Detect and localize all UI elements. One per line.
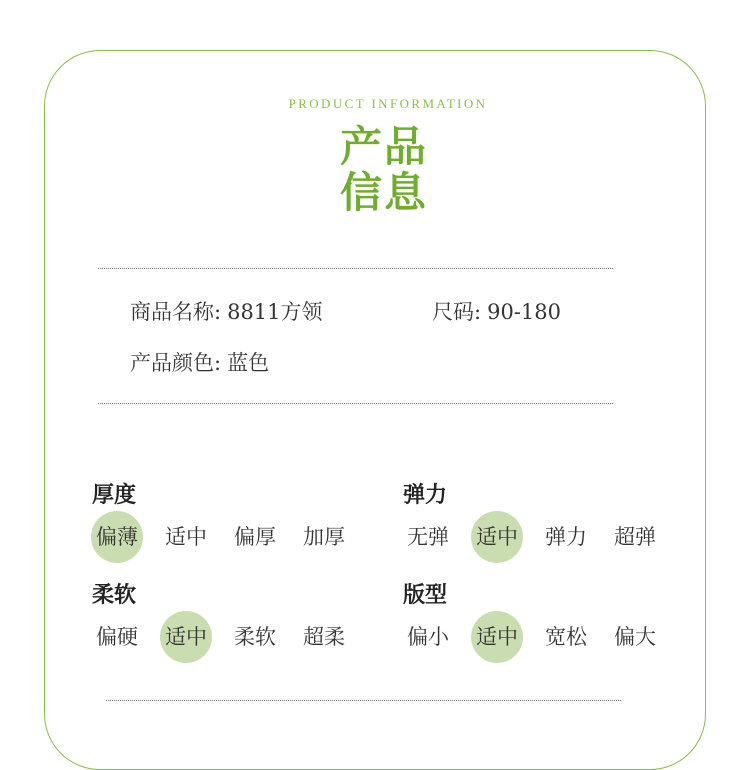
title-line-2: 信息 — [340, 168, 429, 217]
attribute-option: 偏硬 — [96, 625, 138, 649]
product-color-value: 蓝色 — [227, 351, 270, 375]
product-name-value: 8811方领 — [227, 300, 323, 324]
product-name-row — [130, 296, 323, 326]
size-row — [432, 296, 561, 326]
divider-top — [98, 268, 613, 269]
attribute-option: 适中 — [165, 525, 207, 549]
attribute-option: 超柔 — [303, 625, 345, 649]
attribute-option: 加厚 — [303, 525, 345, 549]
attribute-label: 柔软 — [92, 583, 137, 608]
attribute-option-selected: 适中 — [476, 525, 518, 549]
attribute-option-selected: 适中 — [476, 625, 518, 649]
product-name-label: 商品名称: — [130, 300, 222, 324]
attribute-option: 宽松 — [545, 625, 587, 649]
product-color-row — [130, 347, 269, 377]
divider-middle — [98, 403, 613, 404]
attribute-option: 偏厚 — [234, 525, 276, 549]
title-line-1: 产品 — [340, 122, 429, 171]
attribute-option: 弹力 — [545, 525, 587, 549]
attribute-option-selected: 适中 — [165, 625, 207, 649]
attribute-label: 厚度 — [92, 483, 137, 508]
divider-bottom — [106, 700, 621, 701]
product-color-label: 产品颜色: — [130, 351, 222, 375]
attribute-option: 无弹 — [407, 525, 449, 549]
subtitle: PRODUCT INFORMATION — [288, 96, 488, 111]
attribute-option-selected: 偏薄 — [96, 525, 138, 549]
attribute-option: 超弹 — [614, 525, 656, 549]
attribute-label: 弹力 — [403, 483, 448, 508]
attribute-option: 偏小 — [407, 625, 449, 649]
attribute-label: 版型 — [403, 583, 448, 608]
attribute-option: 偏大 — [614, 625, 656, 649]
size-value: 90-180 — [487, 300, 561, 324]
page-title — [340, 124, 436, 216]
size-label: 尺码: — [432, 300, 482, 324]
attribute-option: 柔软 — [234, 625, 276, 649]
